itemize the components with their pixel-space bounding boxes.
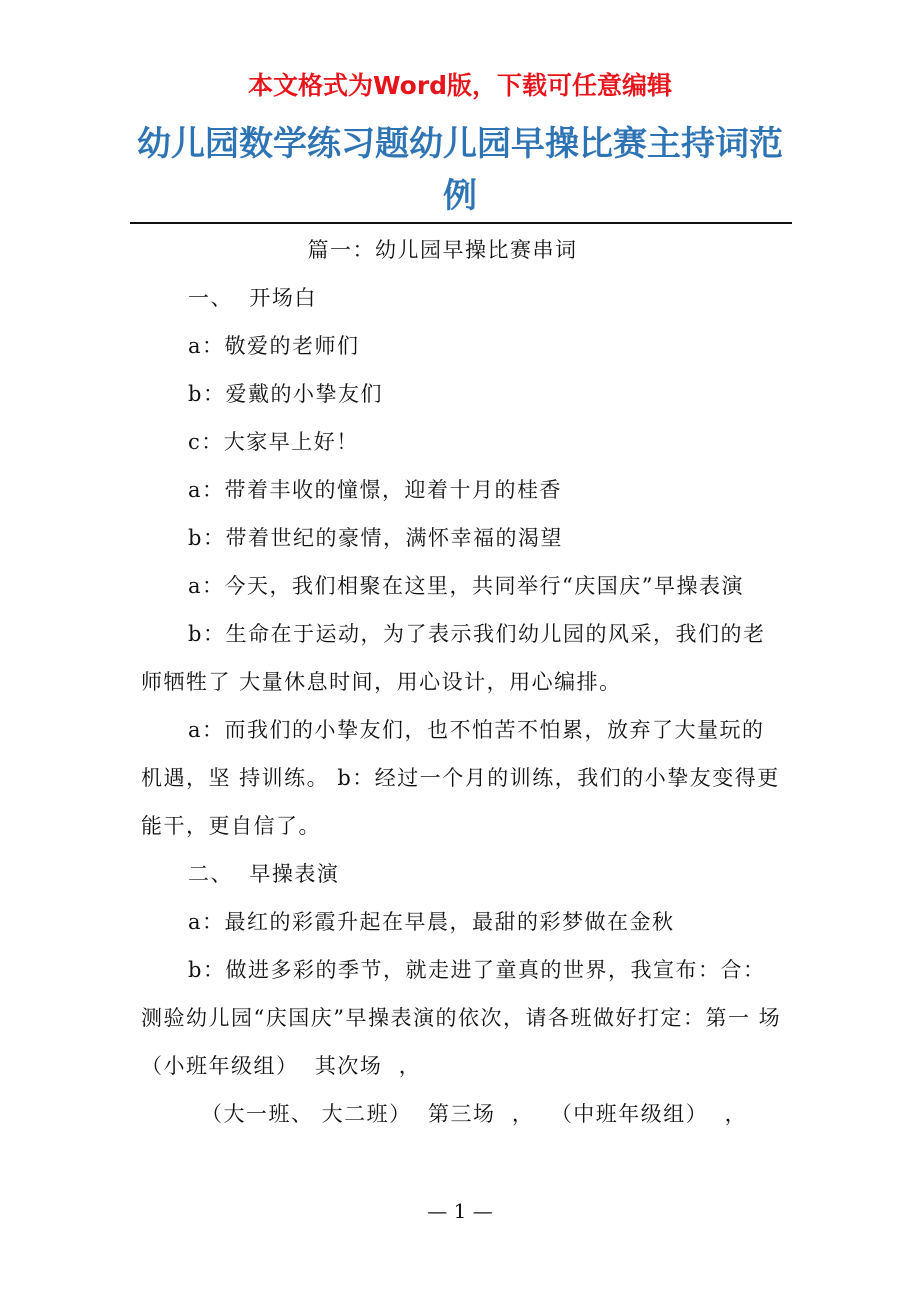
paragraph: （大一班、 大二班） 第三场 ， （中班年级组） ， [201, 1102, 748, 1126]
paragraph: a：敬爱的老师们 [188, 334, 360, 358]
subheading-opening: 一、 开场白 [188, 286, 317, 310]
format-notice-banner: 本文格式为Word版，下载可任意编辑 [247, 71, 673, 100]
paragraph: b：做进多彩的季节，就走进了童真的世界，我宣布：合：测验幼儿园“庆国庆”早操表演的依次，请各班做好打定：第一 场 （小班年级组） 其次场 ， [141, 958, 798, 1078]
paragraph: a：今天，我们相聚在这里，共同举行“庆国庆”早操表演 [188, 574, 744, 598]
paragraph: a：带着丰收的憧憬，迎着十月的桂香 [188, 478, 563, 502]
paragraph: b：爱戴的小挚友们 [188, 382, 383, 406]
paragraph: c：大家早上好！ [188, 430, 359, 454]
paragraph: b：生命在于运动，为了表示我们幼儿园的风采，我们的老师牺牲了 大量休息时间，用心设计，用心编排。 [141, 622, 766, 694]
document-title: 幼儿园数学练习题幼儿园早操比赛主持词范例 [137, 124, 783, 216]
document-body [141, 226, 798, 1138]
paragraph: a：而我们的小挚友们，也不怕苦不怕累，放弃了大量玩的机遇，坚 持训练。 b：经过一个月的训练，我们的小挚友变得更能干，更自信了。 [141, 718, 780, 838]
subheading-performance: 二、 早操表演 [188, 862, 340, 886]
paragraph: a：最红的彩霞升起在早晨，最甜的彩梦做在金秋 [188, 910, 675, 934]
section-heading: 篇一：幼儿园早操比赛串词 [307, 238, 578, 262]
paragraph: b：带着世纪的豪情，满怀幸福的渴望 [188, 526, 563, 550]
page-number: — 1 — [427, 1199, 493, 1223]
title-divider [130, 222, 792, 224]
